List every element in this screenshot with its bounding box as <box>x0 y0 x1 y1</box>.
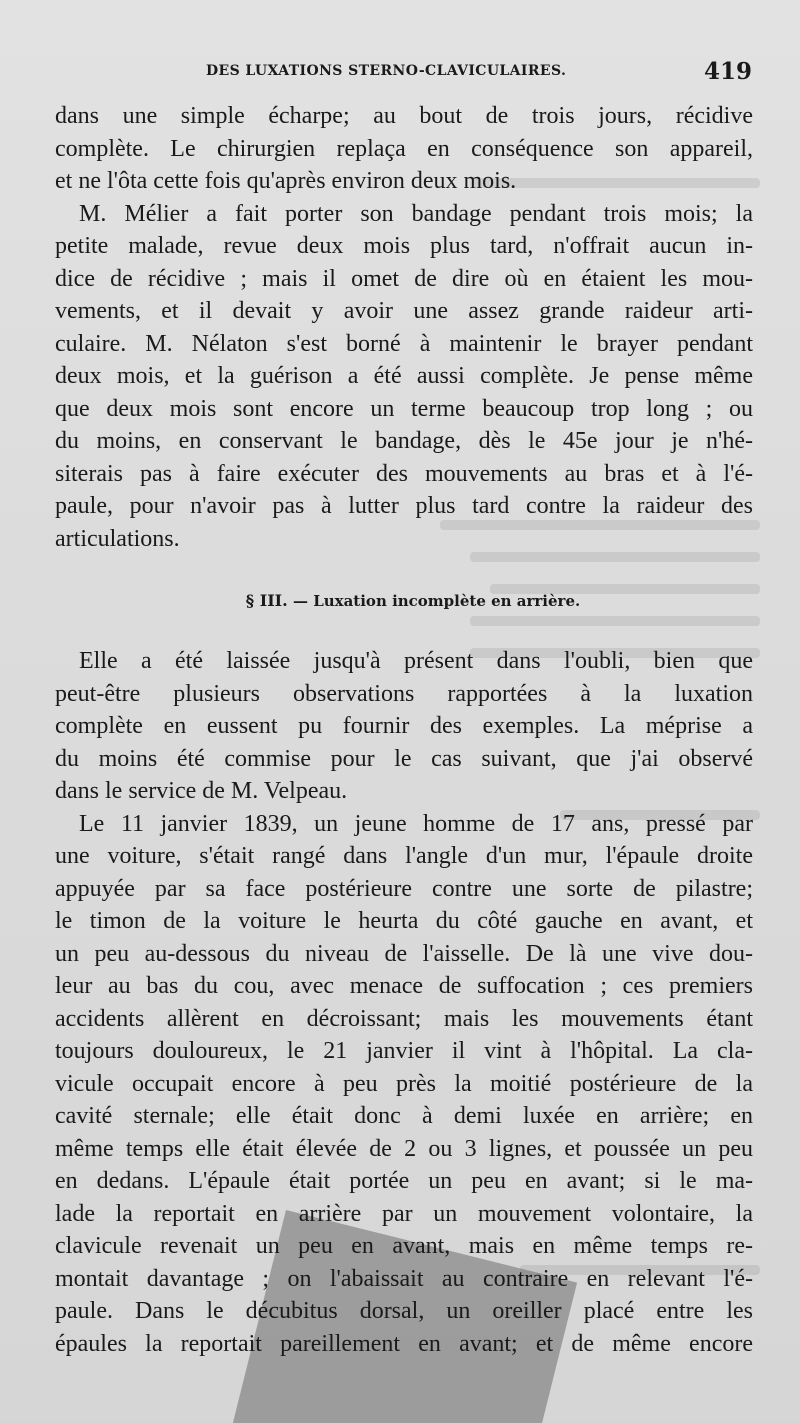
text-line: vements, et il devait y avoir une assez grande raideur arti- <box>55 298 753 324</box>
paragraph-4 <box>55 808 753 1361</box>
text-line: clavicule revenait un peu en avant, mais en même temps re- <box>55 1233 753 1259</box>
paragraph-3 <box>55 645 753 808</box>
section-marker: § III. <box>245 591 288 610</box>
text-line: petite malade, revue deux mois plus tard, n'offrait aucun in- <box>55 233 753 259</box>
text-line: Elle a été laissée jusqu'à présent dans l'oubli, bien que <box>79 648 753 674</box>
text-line: complète. Le chirurgien replaça en conséquence son appareil, <box>55 135 753 162</box>
text-line: du moins été commise pour le cas suivant, que j'ai observé <box>55 745 753 772</box>
text-line: un peu au-dessous du niveau de l'aisselle. De là une vive dou- <box>55 940 753 967</box>
text-line: en dedans. L'épaule était portée un peu en avant; si le ma- <box>55 1168 753 1194</box>
text-line: du moins, en conservant le bandage, dès le 45e jour je n'hé- <box>55 428 753 454</box>
section-heading <box>55 585 753 617</box>
body-text <box>55 100 753 1360</box>
text-line: une voiture, s'était rangé dans l'angle d'un mur, l'épaule droite <box>55 843 753 869</box>
text-line: siterais pas à faire exécuter des mouvements au bras et à l'é- <box>55 460 753 487</box>
text-line: épaules la reportait pareillement en avant; et de même encore <box>55 1330 753 1357</box>
paragraph-2 <box>55 198 753 556</box>
text-line: vicule occupait encore à peu près la moitié postérieure de la <box>55 1070 753 1097</box>
text-line: leur au bas du cou, avec menace de suffocation ; ces premiers <box>55 973 753 999</box>
text-line: paule, pour n'avoir pas à lutter plus tard contre la raideur des <box>55 493 753 519</box>
text-line: culaire. M. Nélaton s'est borné à maintenir le brayer pendant <box>55 330 753 357</box>
text-line: que deux mois sont encore un terme beaucoup trop long ; ou <box>55 395 753 422</box>
running-head: DES LUXATIONS STERNO-CLAVICULAIRES. <box>206 63 567 79</box>
text-line: Le 11 janvier 1839, un jeune homme de 17 ans, pressé par <box>79 810 753 837</box>
text-line: toujours douloureux, le 21 janvier il vint à l'hôpital. La cla- <box>55 1038 753 1064</box>
paragraph-1 <box>55 100 753 198</box>
text-line: cavité sternale; elle était donc à demi luxée en arrière; en <box>55 1103 753 1129</box>
text-line: le timon de la voiture le heurta du côté gauche en avant, et <box>55 908 753 934</box>
spacer <box>55 617 753 645</box>
text-line: peut-être plusieurs observations rapportées à la luxation <box>55 680 753 707</box>
text-line: complète en eussent pu fournir des exemples. La méprise a <box>55 713 753 739</box>
text-line: lade la reportait en arrière par un mouvement volontaire, la <box>55 1200 753 1227</box>
text-line: articulations. <box>55 525 180 552</box>
text-line: et ne l'ôta cette fois qu'après environ deux mois. <box>55 168 517 194</box>
spacer <box>55 555 753 585</box>
page-number: 419 <box>703 58 752 85</box>
text-line: paule. Dans le décubitus dorsal, un oreiller placé entre les <box>55 1298 753 1324</box>
text-line: accidents allèrent en décroissant; mais les mouvements étant <box>55 1005 753 1032</box>
text-line: dans une simple écharpe; au bout de trois jours, récidive <box>55 103 753 129</box>
text-line: même temps elle était élevée de 2 ou 3 lignes, et poussée un peu <box>55 1135 753 1162</box>
text-line: M. Mélier a fait porter son bandage pendant trois mois; la <box>79 200 753 227</box>
page-header <box>206 58 752 88</box>
section-title: — Luxation incomplète en arrière. <box>292 592 581 610</box>
text-line: deux mois, et la guérison a été aussi complète. Je pense même <box>55 363 753 389</box>
text-line: dans le service de M. Velpeau. <box>55 778 348 804</box>
text-line: montait davantage ; on l'abaissait au contraire en relevant l'é- <box>55 1265 753 1292</box>
text-line: appuyée par sa face postérieure contre une sorte de pilastre; <box>55 875 753 902</box>
text-line: dice de récidive ; mais il omet de dire où en étaient les mou- <box>55 265 753 292</box>
